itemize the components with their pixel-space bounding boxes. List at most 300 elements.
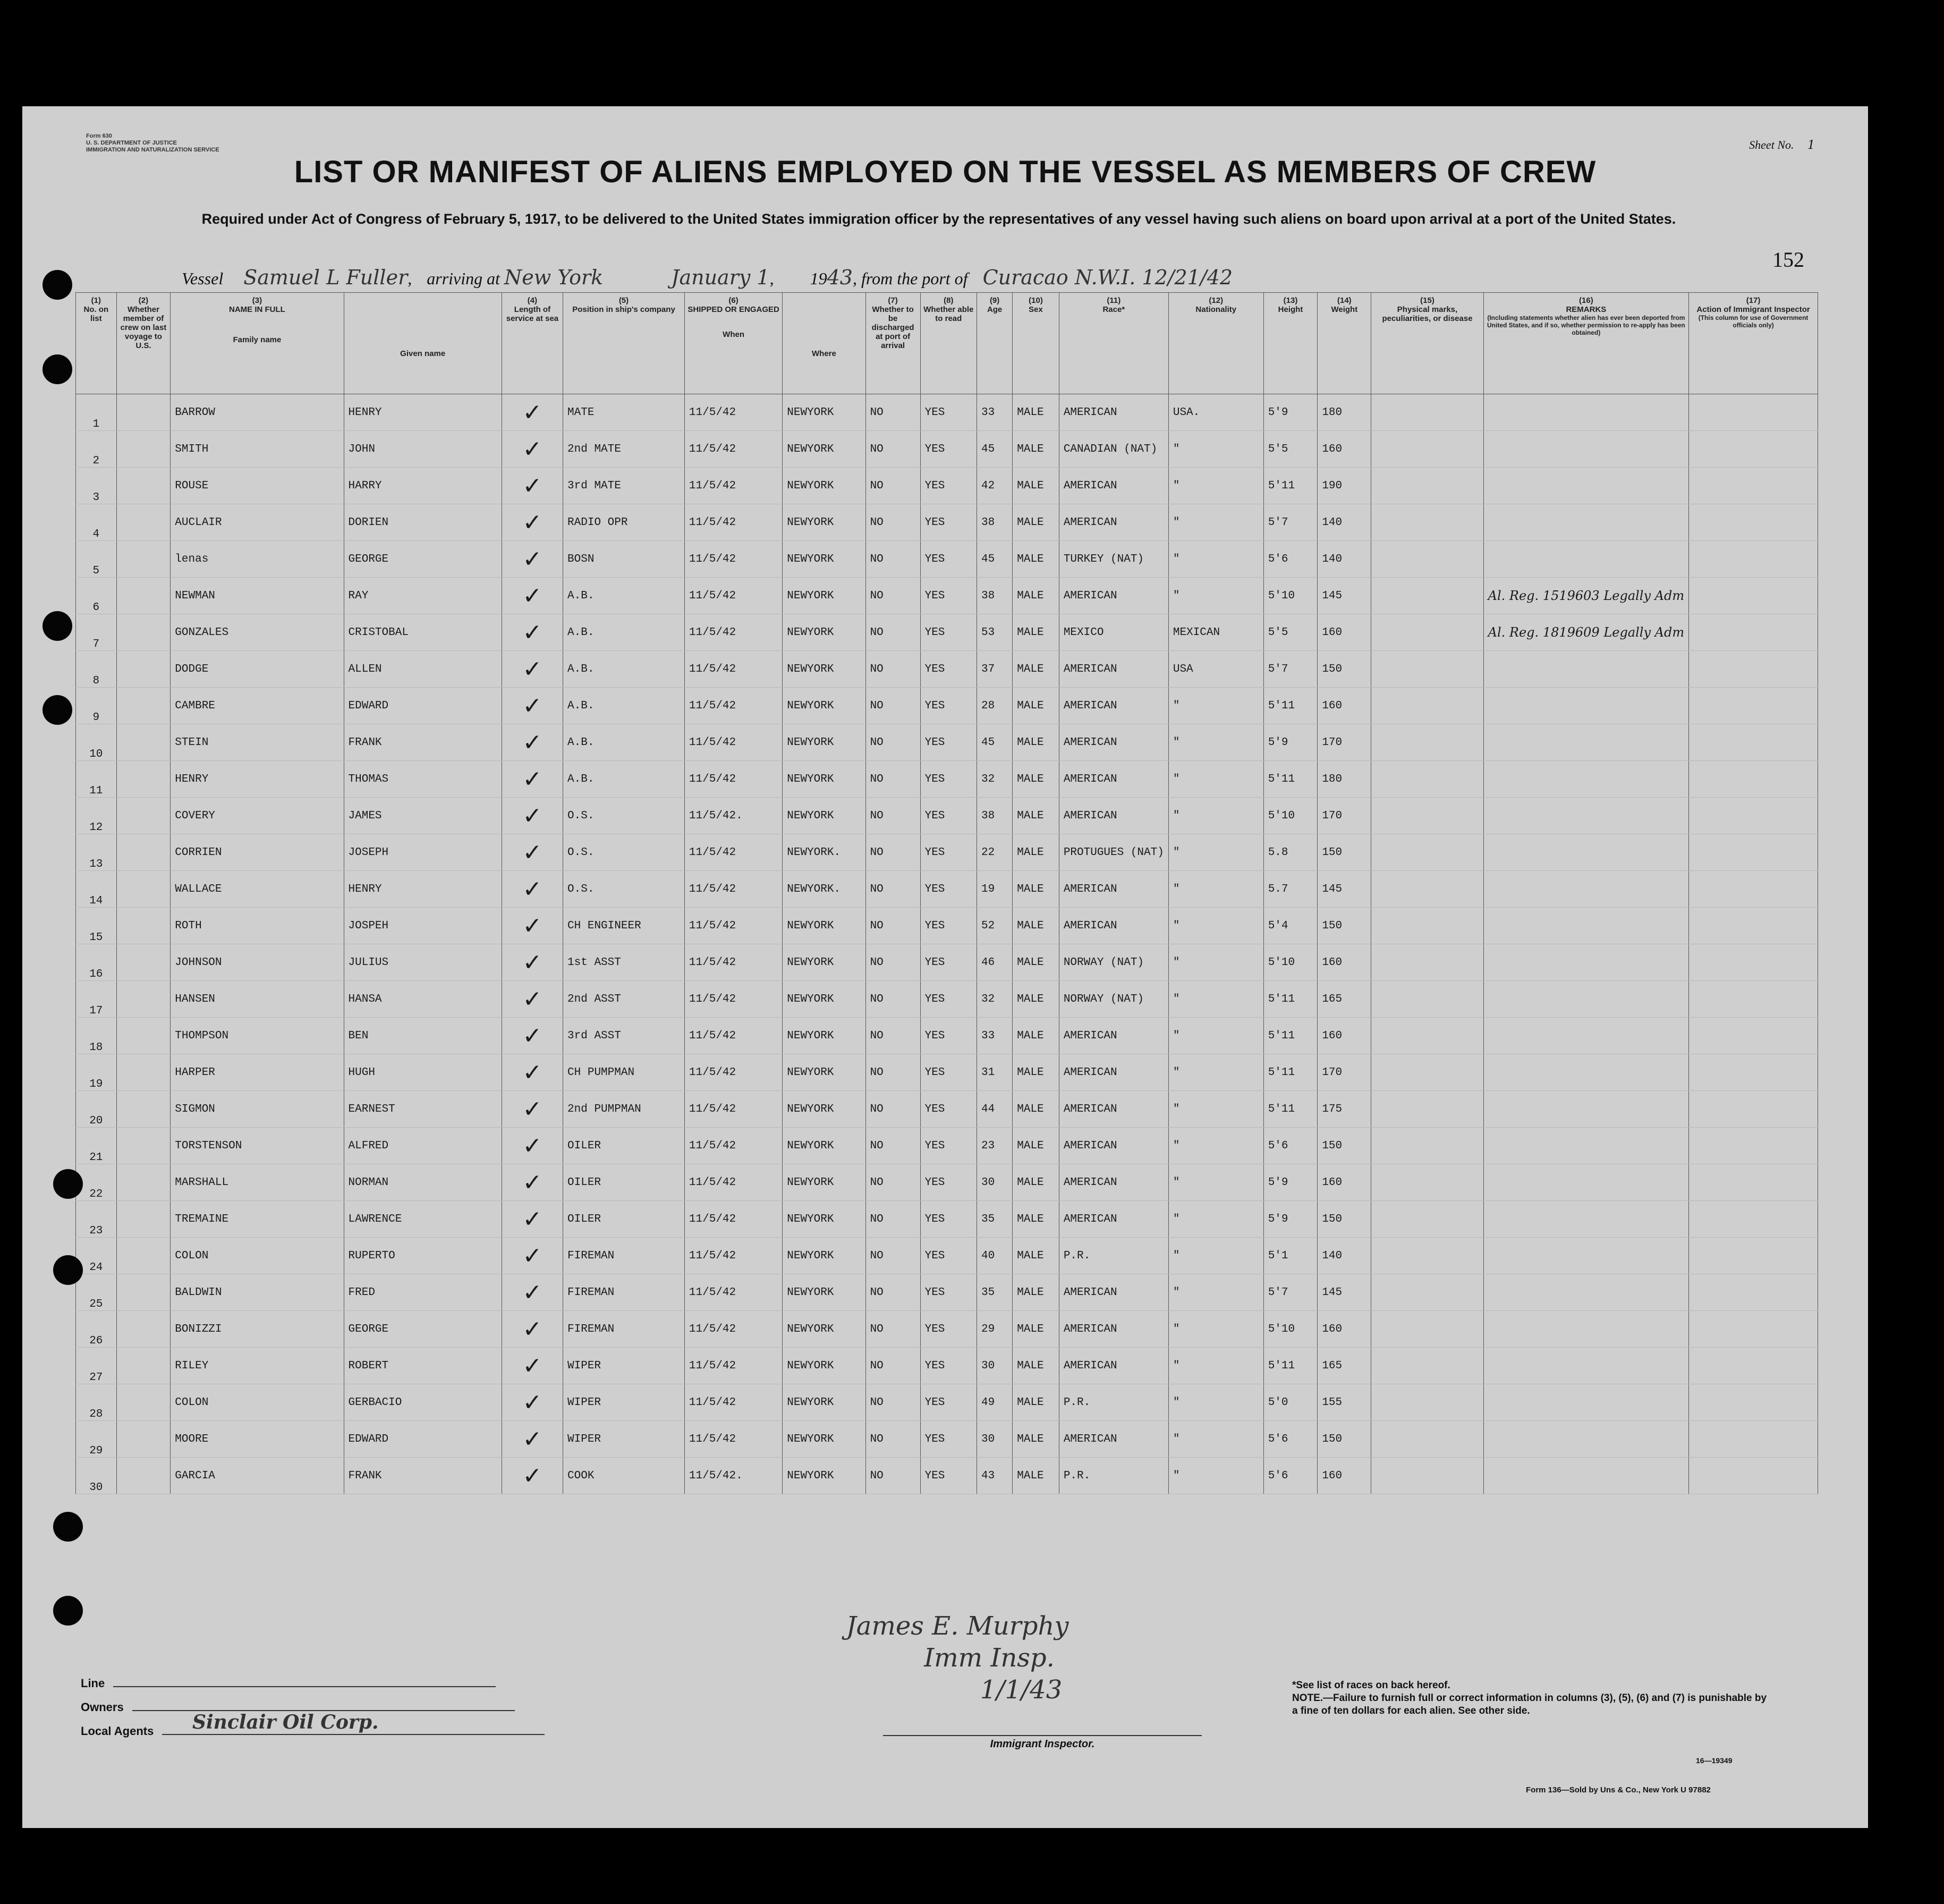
nationality: " (1168, 724, 1263, 761)
table-row (76, 1164, 1818, 1201)
height: 5'9 (1263, 724, 1318, 761)
service-check: ✓ (502, 908, 563, 944)
service-check: ✓ (502, 504, 563, 541)
shipped-when: 11/5/42 (684, 651, 782, 688)
table-row (76, 1128, 1818, 1164)
sheet-number-value: 1 (1807, 139, 1815, 152)
service-check: ✓ (502, 1348, 563, 1384)
from-port: Curacao N.W.I. 12/21/42 (982, 266, 1233, 289)
shipped-when: 11/5/42 (684, 504, 782, 541)
last-voyage-cell (116, 1348, 171, 1384)
family-name: GARCIA (171, 1458, 344, 1494)
age: 23 (977, 1128, 1012, 1164)
weight: 140 (1318, 1238, 1371, 1274)
given-name: BEN (344, 1018, 502, 1054)
table-row (76, 1458, 1818, 1494)
inspector-signature: James E. Murphy (846, 1611, 1069, 1641)
row-number: 2 (76, 431, 117, 468)
sex: MALE (1013, 1201, 1059, 1238)
last-voyage-cell (116, 431, 171, 468)
discharged: NO (865, 1311, 920, 1348)
row-number: 9 (76, 688, 117, 724)
race: AMERICAN (1059, 761, 1168, 798)
shipped-when: 11/5/42. (684, 798, 782, 834)
height: 5'7 (1263, 504, 1318, 541)
physical-marks (1371, 761, 1483, 798)
given-name: HENRY (344, 394, 502, 431)
service-check: ✓ (502, 1458, 563, 1494)
race: CANADIAN (NAT) (1059, 431, 1168, 468)
weight: 145 (1318, 871, 1371, 908)
race: MEXICO (1059, 614, 1168, 651)
sex: MALE (1013, 944, 1059, 981)
row-number: 10 (76, 724, 117, 761)
last-voyage-cell (116, 834, 171, 871)
family-name: HANSEN (171, 981, 344, 1018)
last-voyage-cell (116, 1274, 171, 1311)
remarks (1483, 431, 1688, 468)
weight: 190 (1318, 468, 1371, 504)
shipped-when: 11/5/42 (684, 1274, 782, 1311)
position: RADIO OPR (563, 504, 685, 541)
table-row (76, 1018, 1818, 1054)
shipped-when: 11/5/42 (684, 1348, 782, 1384)
inspector-action (1689, 1348, 1818, 1384)
shipped-where: NEWYORK (783, 1421, 865, 1458)
age: 44 (977, 1091, 1012, 1128)
row-number: 23 (76, 1201, 117, 1238)
able-to-read: YES (920, 1384, 977, 1421)
nationality: " (1168, 1274, 1263, 1311)
last-voyage-cell (116, 761, 171, 798)
shipped-where: NEWYORK (783, 578, 865, 614)
weight: 150 (1318, 1421, 1371, 1458)
binder-hole (43, 611, 72, 641)
last-voyage-cell (116, 1164, 171, 1201)
nationality: " (1168, 468, 1263, 504)
family-name: HENRY (171, 761, 344, 798)
crew-table (75, 292, 1818, 1494)
discharged: NO (865, 1458, 920, 1494)
arrival-date: January 1 (671, 266, 770, 289)
shipped-where: NEWYORK (783, 1274, 865, 1311)
able-to-read: YES (920, 578, 977, 614)
table-row (76, 761, 1818, 798)
family-name: GONZALES (171, 614, 344, 651)
inspector-action (1689, 1421, 1818, 1458)
sex: MALE (1013, 1054, 1059, 1091)
form-identifier (86, 133, 219, 154)
table-row (76, 431, 1818, 468)
age: 30 (977, 1421, 1012, 1458)
row-number: 21 (76, 1128, 117, 1164)
inspector-action (1689, 1164, 1818, 1201)
weight: 160 (1318, 1164, 1371, 1201)
weight: 140 (1318, 541, 1371, 578)
weight: 165 (1318, 981, 1371, 1018)
race: AMERICAN (1059, 468, 1168, 504)
sex: MALE (1013, 431, 1059, 468)
last-voyage-cell (116, 981, 171, 1018)
family-name: DODGE (171, 651, 344, 688)
nationality: " (1168, 908, 1263, 944)
position: OILER (563, 1128, 685, 1164)
height: 5'9 (1263, 394, 1318, 431)
family-name: CAMBRE (171, 688, 344, 724)
table-row (76, 798, 1818, 834)
shipped-when: 11/5/42 (684, 578, 782, 614)
family-name: HARPER (171, 1054, 344, 1091)
service-check: ✓ (502, 688, 563, 724)
nationality: " (1168, 688, 1263, 724)
remarks (1483, 761, 1688, 798)
inspector-label: Immigrant Inspector. (883, 1735, 1202, 1750)
able-to-read: YES (920, 1128, 977, 1164)
discharged: NO (865, 908, 920, 944)
row-number: 1 (76, 394, 117, 431)
physical-marks (1371, 981, 1483, 1018)
service-check: ✓ (502, 1018, 563, 1054)
remarks (1483, 1238, 1688, 1274)
given-name: JULIUS (344, 944, 502, 981)
age: 49 (977, 1384, 1012, 1421)
race: AMERICAN (1059, 871, 1168, 908)
remarks (1483, 688, 1688, 724)
family-name: TORSTENSON (171, 1128, 344, 1164)
shipped-when: 11/5/42 (684, 908, 782, 944)
physical-marks (1371, 688, 1483, 724)
discharged: NO (865, 578, 920, 614)
nationality: " (1168, 1054, 1263, 1091)
weight: 140 (1318, 504, 1371, 541)
discharged: NO (865, 504, 920, 541)
given-name: JOHN (344, 431, 502, 468)
shipped-where: NEWYORK. (783, 834, 865, 871)
col-header-age: (9) Age (977, 293, 1012, 394)
row-number: 27 (76, 1348, 117, 1384)
last-voyage-cell (116, 798, 171, 834)
footer-notes (1292, 1679, 1770, 1717)
service-check: ✓ (502, 578, 563, 614)
family-name: JOHNSON (171, 944, 344, 981)
race: P.R. (1059, 1384, 1168, 1421)
shipped-where: NEWYORK (783, 504, 865, 541)
table-header-row (76, 293, 1818, 394)
height: 5'6 (1263, 1458, 1318, 1494)
race: AMERICAN (1059, 1091, 1168, 1128)
shipped-where: NEWYORK (783, 1238, 865, 1274)
sex: MALE (1013, 834, 1059, 871)
position: 2nd ASST (563, 981, 685, 1018)
last-voyage-cell (116, 1311, 171, 1348)
year-prefix: 19 (810, 269, 827, 288)
height: 5'11 (1263, 981, 1318, 1018)
race: AMERICAN (1059, 1164, 1168, 1201)
physical-marks (1371, 1091, 1483, 1128)
table-row (76, 981, 1818, 1018)
shipped-when: 11/5/42 (684, 1201, 782, 1238)
shipped-when: 11/5/42 (684, 1128, 782, 1164)
sex: MALE (1013, 651, 1059, 688)
position: 3rd ASST (563, 1018, 685, 1054)
sex: MALE (1013, 1164, 1059, 1201)
sex: MALE (1013, 1311, 1059, 1348)
given-name: HUGH (344, 1054, 502, 1091)
table-row (76, 1201, 1818, 1238)
last-voyage-cell (116, 1238, 171, 1274)
height: 5'11 (1263, 688, 1318, 724)
sex: MALE (1013, 504, 1059, 541)
physical-marks (1371, 578, 1483, 614)
last-voyage-cell (116, 724, 171, 761)
shipped-where: NEWYORK (783, 541, 865, 578)
height: 5'10 (1263, 944, 1318, 981)
position: WIPER (563, 1384, 685, 1421)
family-name: COLON (171, 1238, 344, 1274)
last-voyage-cell (116, 651, 171, 688)
shipped-when: 11/5/42 (684, 1091, 782, 1128)
given-name: HARRY (344, 468, 502, 504)
table-row (76, 1238, 1818, 1274)
age: 32 (977, 761, 1012, 798)
age: 31 (977, 1054, 1012, 1091)
given-name: JOSPEH (344, 908, 502, 944)
position: O.S. (563, 798, 685, 834)
col-header-when: (6) SHIPPED OR ENGAGED When (684, 293, 782, 394)
family-name: AUCLAIR (171, 504, 344, 541)
service-check: ✓ (502, 1164, 563, 1201)
age: 43 (977, 1458, 1012, 1494)
age: 33 (977, 1018, 1012, 1054)
remarks (1483, 871, 1688, 908)
weight: 160 (1318, 431, 1371, 468)
position: A.B. (563, 614, 685, 651)
weight: 150 (1318, 1128, 1371, 1164)
given-name: FRED (344, 1274, 502, 1311)
row-number: 22 (76, 1164, 117, 1201)
service-check: ✓ (502, 394, 563, 431)
sex: MALE (1013, 1091, 1059, 1128)
given-name: DORIEN (344, 504, 502, 541)
manifest-sheet (22, 106, 1868, 1828)
position: CH ENGINEER (563, 908, 685, 944)
inspector-action (1689, 468, 1818, 504)
discharged: NO (865, 1018, 920, 1054)
weight: 160 (1318, 614, 1371, 651)
table-row (76, 504, 1818, 541)
given-name: NORMAN (344, 1164, 502, 1201)
age: 30 (977, 1348, 1012, 1384)
inspector-action (1689, 1018, 1818, 1054)
nationality: " (1168, 834, 1263, 871)
remarks (1483, 944, 1688, 981)
family-name: BALDWIN (171, 1274, 344, 1311)
height: 5.8 (1263, 834, 1318, 871)
row-number: 29 (76, 1421, 117, 1458)
weight: 160 (1318, 944, 1371, 981)
remarks (1483, 1201, 1688, 1238)
position: O.S. (563, 834, 685, 871)
table-row (76, 1274, 1818, 1311)
height: 5'4 (1263, 908, 1318, 944)
row-number: 13 (76, 834, 117, 871)
family-name: ROTH (171, 908, 344, 944)
arriving-at: New York (504, 266, 604, 289)
row-number: 16 (76, 944, 117, 981)
col-header-physical-marks: (15) Physical marks, peculiarities, or disease (1371, 293, 1483, 394)
weight: 145 (1318, 578, 1371, 614)
remarks (1483, 504, 1688, 541)
nationality: " (1168, 798, 1263, 834)
nationality: " (1168, 1128, 1263, 1164)
col-header-inspector-action: (17) Action of Immigrant Inspector (This column for use of Government officials only) (1689, 293, 1818, 394)
row-number: 20 (76, 1091, 117, 1128)
able-to-read: YES (920, 724, 977, 761)
weight: 170 (1318, 1054, 1371, 1091)
sex: MALE (1013, 1274, 1059, 1311)
remarks (1483, 1054, 1688, 1091)
last-voyage-cell (116, 944, 171, 981)
shipped-when: 11/5/42 (684, 1421, 782, 1458)
col-header-family-name: (3) NAME IN FULL Family name (171, 293, 344, 394)
remarks (1483, 1458, 1688, 1494)
service-check: ✓ (502, 944, 563, 981)
family-name: BARROW (171, 394, 344, 431)
shipped-where: NEWYORK (783, 431, 865, 468)
height: 5'5 (1263, 614, 1318, 651)
shipped-when: 11/5/42 (684, 981, 782, 1018)
remarks: Al. Reg. 1519603 Legally Adm (1483, 578, 1688, 614)
height: 5'6 (1263, 541, 1318, 578)
given-name: FRANK (344, 724, 502, 761)
able-to-read: YES (920, 688, 977, 724)
last-voyage-cell (116, 1128, 171, 1164)
height: 5'9 (1263, 1201, 1318, 1238)
height: 5'7 (1263, 651, 1318, 688)
service-check: ✓ (502, 834, 563, 871)
last-voyage-cell (116, 908, 171, 944)
physical-marks (1371, 468, 1483, 504)
binder-hole (53, 1255, 83, 1285)
shipped-where: NEWYORK (783, 724, 865, 761)
table-row (76, 908, 1818, 944)
height: 5'6 (1263, 1421, 1318, 1458)
discharged: NO (865, 724, 920, 761)
nationality: " (1168, 1201, 1263, 1238)
race: P.R. (1059, 1458, 1168, 1494)
row-number: 14 (76, 871, 117, 908)
family-name: TREMAINE (171, 1201, 344, 1238)
discharged: NO (865, 651, 920, 688)
physical-marks (1371, 614, 1483, 651)
family-name: COVERY (171, 798, 344, 834)
position: MATE (563, 394, 685, 431)
binder-hole (53, 1512, 83, 1542)
last-voyage-cell (116, 688, 171, 724)
age: 35 (977, 1201, 1012, 1238)
physical-marks (1371, 541, 1483, 578)
physical-marks (1371, 1274, 1483, 1311)
col-header-weight: (14) Weight (1318, 293, 1371, 394)
shipped-where: NEWYORK (783, 944, 865, 981)
family-name: STEIN (171, 724, 344, 761)
able-to-read: YES (920, 468, 977, 504)
row-number: 7 (76, 614, 117, 651)
remarks (1483, 1348, 1688, 1384)
row-number: 8 (76, 651, 117, 688)
footer-labels (81, 1671, 545, 1743)
weight: 160 (1318, 1311, 1371, 1348)
inspector-action (1689, 431, 1818, 468)
row-number: 25 (76, 1274, 117, 1311)
position: FIREMAN (563, 1238, 685, 1274)
sex: MALE (1013, 1421, 1059, 1458)
given-name: RUPERTO (344, 1238, 502, 1274)
nationality: " (1168, 1238, 1263, 1274)
race: AMERICAN (1059, 1018, 1168, 1054)
binder-hole (43, 270, 72, 300)
physical-marks (1371, 798, 1483, 834)
vessel-line: Vessel Samuel L Fuller, arriving at New York January 1, 1943, from the port of Curacao N.W.I. 12/21/42 (182, 266, 1233, 289)
age: 30 (977, 1164, 1012, 1201)
inspector-date: 1/1/43 (980, 1675, 1063, 1705)
able-to-read: YES (920, 1164, 977, 1201)
able-to-read: YES (920, 761, 977, 798)
inspector-action (1689, 1091, 1818, 1128)
sex: MALE (1013, 1384, 1059, 1421)
row-number: 3 (76, 468, 117, 504)
inspector-action (1689, 394, 1818, 431)
race: AMERICAN (1059, 724, 1168, 761)
weight: 150 (1318, 908, 1371, 944)
page-subtitle: Required under Act of Congress of February 5, 1917, to be delivered to the United States immigration officer by the representatives of any vessel having such aliens on board upon arrival at a port of the United States. (201, 211, 1676, 227)
inspector-action (1689, 724, 1818, 761)
sex: MALE (1013, 541, 1059, 578)
col-header-discharged: (7) Whether to be discharged at port of arrival (865, 293, 920, 394)
weight: 150 (1318, 834, 1371, 871)
sex: MALE (1013, 1348, 1059, 1384)
sex: MALE (1013, 871, 1059, 908)
given-name: EDWARD (344, 1421, 502, 1458)
race: AMERICAN (1059, 1054, 1168, 1091)
table-row (76, 1091, 1818, 1128)
last-voyage-cell (116, 468, 171, 504)
able-to-read: YES (920, 871, 977, 908)
position: 2nd MATE (563, 431, 685, 468)
service-check: ✓ (502, 1054, 563, 1091)
discharged: NO (865, 798, 920, 834)
last-voyage-cell (116, 1458, 171, 1494)
nationality: " (1168, 1091, 1263, 1128)
height: 5'11 (1263, 761, 1318, 798)
service-check: ✓ (502, 1384, 563, 1421)
physical-marks (1371, 1348, 1483, 1384)
service-check: ✓ (502, 541, 563, 578)
nationality: " (1168, 1311, 1263, 1348)
position: 2nd PUMPMAN (563, 1091, 685, 1128)
penalty-note: NOTE.—Failure to furnish full or correct information in columns (3), (5), (6) and (7) is punishable by a fine of ten dollars for each alien. See other side. (1292, 1693, 1767, 1716)
position: BOSN (563, 541, 685, 578)
shipped-when: 11/5/42 (684, 1018, 782, 1054)
service-check: ✓ (502, 614, 563, 651)
local-agents-field: Local Agents Sinclair Oil Corp. (81, 1719, 545, 1743)
inspector-action (1689, 761, 1818, 798)
sex: MALE (1013, 1458, 1059, 1494)
position: 3rd MATE (563, 468, 685, 504)
physical-marks (1371, 1018, 1483, 1054)
sheet-number (1749, 138, 1815, 152)
discharged: NO (865, 944, 920, 981)
